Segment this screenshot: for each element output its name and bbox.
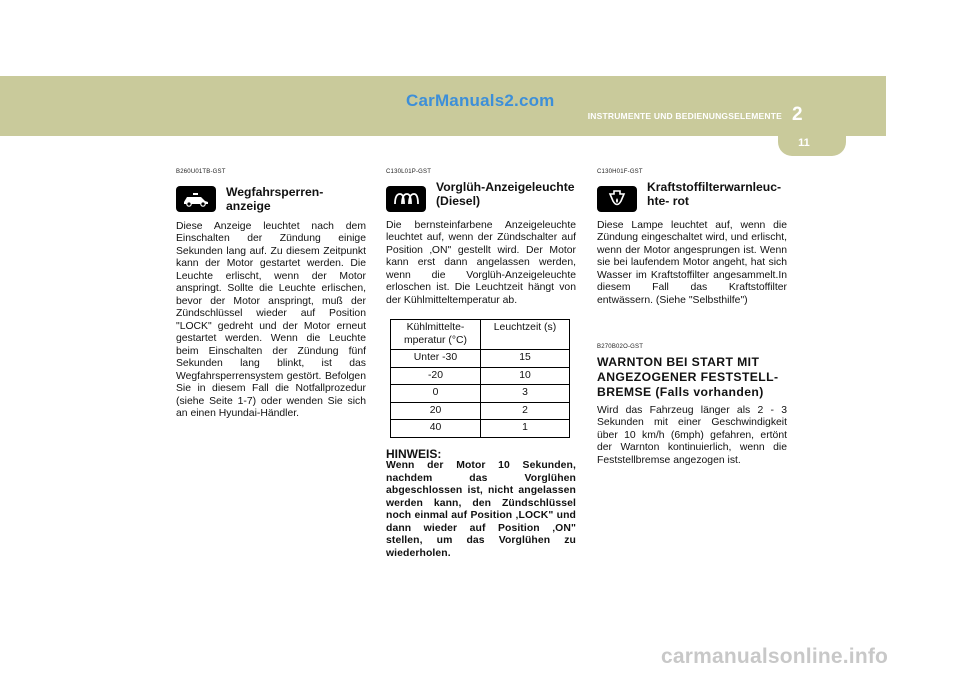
column-fuel-filter [597, 166, 787, 467]
title-block [436, 180, 575, 208]
table-header: Kühlmittelte- mperatur (°C) [391, 320, 481, 350]
note-title: HINWEIS: [386, 446, 442, 461]
table-cell: 0 [391, 385, 481, 403]
section-code: B270B02O-GST [597, 344, 644, 350]
page-number: 11 [798, 137, 810, 149]
car-key-icon [176, 186, 216, 212]
section-code: B260U01TB-GST [176, 169, 226, 175]
table-header-row [391, 320, 570, 350]
table-cell: 3 [480, 385, 569, 403]
section-code: C130H01F-GST [597, 169, 643, 175]
section-code: C130L01P-GST [386, 169, 432, 175]
body-text: Die bernsteinfarbene Anzeigeleuchte leuchtet auf, wenn der Zündschalter auf Position ‚ON" gestellt wird. Der Motor kann erst dann angelassen werden, wenn die Vorglüh-Anzeigeleuchte erloschen ist. Die Leuchtzeit hängt von der Kühlmitteltemperatur ab. [386, 219, 576, 306]
section-subtitle-glow-plug: (Diesel) [436, 193, 481, 208]
chapter-number: 2 [792, 104, 803, 125]
section-title-parking-brake-warning: WARNTON BEI START MIT ANGEZOGENER FESTSTELL-BREMSE (Falls vorhanden) [597, 354, 779, 399]
section-title-immobilizer: Wegfahrsperren-anzeige [226, 184, 324, 213]
table-row [391, 385, 570, 403]
table-cell: 2 [480, 402, 569, 420]
note-text: Wenn der Motor 10 Sekunden, nachdem das Vorglühen abgeschlossen ist, nicht angelassen werden kann, den Zündschlüssel noch einmal auf Position ‚LOCK" und dann wieder auf Position ‚ON" stellen, um das Vorglühen zu wiederholen. [386, 460, 576, 559]
glow-plug-icon [386, 186, 426, 212]
section-title-fuel-filter: Kraftstoffilterwarnleuc- [647, 179, 782, 194]
fuel-filter-icon [597, 186, 637, 212]
watermark-bottom[interactable]: carmanualsonline.info [661, 645, 889, 668]
glow-time-table [390, 319, 570, 438]
table-cell: 40 [391, 420, 481, 438]
table-row [391, 350, 570, 368]
watermark-top[interactable]: CarManuals2.com [406, 91, 555, 110]
table-header: Leuchtzeit (s) [480, 320, 569, 350]
body-text: Diese Lampe leuchtet auf, wenn die Zündung eingeschaltet wird, und erlischt, wenn der Motor angesprungen ist. Wenn sie bei laufendem Motor angeht, hat sich Wasser im Kraftstoffilter angesammelt.In diesem Fall das Kraftstoffilter entwässern. (Siehe "Selbsthilfe") [597, 219, 787, 306]
table-cell: 20 [391, 402, 481, 420]
section-subtitle-fuel-filter: hte- rot [647, 193, 689, 208]
table-cell: 15 [480, 350, 569, 368]
section-title: INSTRUMENTE UND BEDIENUNGSELEMENTE [587, 111, 782, 121]
table-cell: -20 [391, 367, 481, 385]
table-cell: 1 [480, 420, 569, 438]
title-block [647, 180, 781, 208]
table-row [391, 420, 570, 438]
section-title-glow-plug: Vorglüh-Anzeigeleuchte [436, 179, 575, 194]
table-cell: Unter -30 [391, 350, 481, 368]
table-row [391, 402, 570, 420]
column-immobilizer [176, 166, 366, 421]
table-row [391, 367, 570, 385]
body-text: Diese Anzeige leuchtet nach dem Einschalten der Zündung einige Sekunden lang auf. Zu diesem Zeitpunkt kann der Motor gestartet werden. Die Leuchte erlischt, wenn der Motor anspringt. Sollte die Leuchte erlischen, bevor der Motor anspringt, muß der Zündschlüssel wieder auf Position "LOCK" gedreht und der Motor erneut gestartet werden. Wenn die Leuchte beim Einschalten der Zündung fünf Sekunden lang blinkt, ist das Wegfahrsperrensystem gestört. Befolgen Sie in diesem Fall die Notfallprozedur (siehe Seite 1-7) oder wenden Sie sich an einen Hyundai-Händler. [176, 220, 366, 419]
body-text: Wird das Fahrzeug länger als 2 - 3 Sekunden mit einer Geschwindigkeit über 10 km/h (6mph) gefahren, ertönt der Warnton kontinuierlich, wenn die Feststellbremse angezogen ist. [597, 404, 787, 466]
column-glow-plug [386, 166, 576, 560]
table-cell: 10 [480, 367, 569, 385]
